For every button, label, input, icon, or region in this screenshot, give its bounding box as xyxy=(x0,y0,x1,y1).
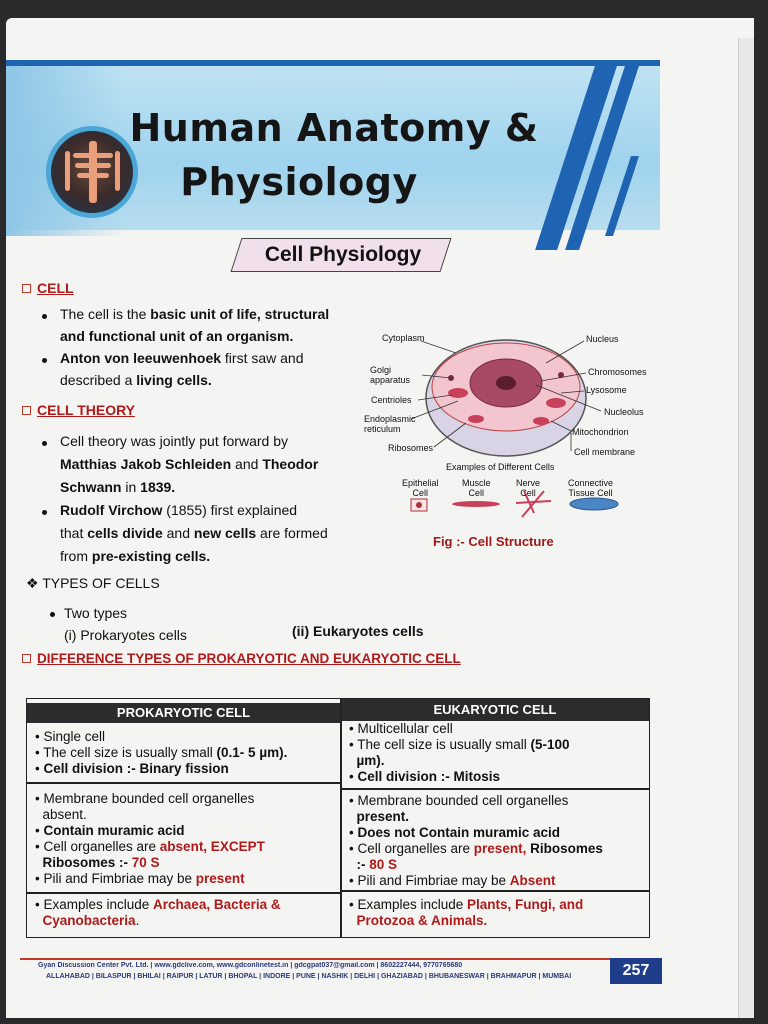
bullet-icon xyxy=(42,314,47,319)
theory-bullet-2: Rudolf Virchow (1855) first explained that cells divide and new cells are formed from pre-existing cells. xyxy=(60,502,328,564)
eukaryotes-label: (ii) Eukaryotes cells xyxy=(292,623,424,639)
cell-structure-figure xyxy=(356,323,656,563)
label-golgi: Golgi apparatus xyxy=(370,365,411,385)
section-title: Cell Physiology xyxy=(218,236,468,276)
footer-cities: ALLAHABAD | BILASPUR | BHILAI | RAIPUR | LATUR | BHOPAL | INDORE | PUNE | NASHIK | DELHI | GHAZIABAD | BHUBANESWAR | BRAHMAPUR | MUMBAI xyxy=(46,973,572,980)
label-centrioles: Centrioles xyxy=(371,395,412,405)
label-cell-membrane: Cell membrane xyxy=(574,447,636,457)
figure-caption: Fig :- Cell Structure xyxy=(433,534,554,549)
page-number: 257 xyxy=(610,958,662,984)
cell-bullet-1: The cell is the basic unit of life, structural and functional unit of an organism. xyxy=(60,306,330,344)
table-cell-euk-1: • Multicellular cell • The cell size is usually small (5-100 µm). • Cell division :- Mitosis xyxy=(349,721,570,784)
page-edge xyxy=(738,38,754,1018)
label-nucleus: Nucleus xyxy=(586,334,619,344)
label-endoplasmic-reticulum: Endoplasmic reticulum xyxy=(364,414,416,434)
label-mitochondrion: Mitochondrion xyxy=(572,427,629,437)
label-epithelial-cell: Epithelial Cell xyxy=(402,478,439,498)
diamond-bullet-icon: ❖ xyxy=(26,575,39,591)
bullet-icon xyxy=(42,441,47,446)
footer-divider xyxy=(20,958,610,960)
table-header-prokaryotic: PROKARYOTIC CELL xyxy=(27,703,340,723)
heading-cell-theory: CELL THEORY xyxy=(22,402,135,418)
page-title-line1: Human Anatomy & xyxy=(129,106,539,150)
checkbox-icon xyxy=(22,284,31,293)
cell-bullet-2: Anton von leeuwenhoek first saw and described a living cells. xyxy=(60,350,304,388)
label-muscle-cell: Muscle Cell xyxy=(462,478,491,498)
bullet-icon xyxy=(50,612,55,617)
table-header-eukaryotic: EUKARYOTIC CELL xyxy=(341,699,649,721)
bullet-icon xyxy=(42,510,47,515)
table-cell-pro-3: • Examples include Archaea, Bacteria & Cyanobacteria. xyxy=(35,897,281,928)
label-chromosomes: Chromosomes xyxy=(588,367,647,377)
checkbox-icon xyxy=(22,406,31,415)
label-nucleolus: Nucleolus xyxy=(604,407,644,417)
label-examples: Examples of Different Cells xyxy=(446,462,555,472)
label-nerve-cell: Nerve Cell xyxy=(516,478,541,498)
label-ribosomes: Ribosomes xyxy=(388,443,434,453)
table-cell-pro-2: • Membrane bounded cell organelles absent. • Contain muramic acid • Cell organelles are absent, EXCEPT Ribosomes :- 70 S • Pili and Fimbriae may be present xyxy=(35,791,265,886)
heading-types-of-cells: ❖ TYPES OF CELLS xyxy=(26,575,160,591)
theory-bullet-1: Cell theory was jointly put forward by Matthias Jakob Schleiden and Theodor Schwann in 1839. xyxy=(60,433,319,495)
checkbox-icon xyxy=(22,654,31,663)
heading-difference: DIFFERENCE TYPES OF PROKARYOTIC AND EUKARYOTIC CELL xyxy=(22,651,461,666)
table-cell-pro-1: • Single cell • The cell size is usually small (0.1- 5 µm). • Cell division :- Binary fission xyxy=(35,729,288,776)
label-connective-cell: Connective Tissue Cell xyxy=(568,478,614,498)
bullet-icon xyxy=(42,358,47,363)
table-cell-euk-2: • Membrane bounded cell organelles present. • Does not Contain muramic acid • Cell organelles are present, Ribosomes :- 80 S • Pili and Fimbriae may be Absent xyxy=(349,793,603,888)
banner-stripe xyxy=(605,156,639,236)
types-bullet: Two types xyxy=(64,605,128,621)
document-page xyxy=(6,18,754,1018)
table-cell-euk-3: • Examples include Plants, Fungi, and Protozoa & Animals. xyxy=(349,897,584,928)
title-banner xyxy=(6,60,660,230)
prokaryotes-label: (i) Prokaryotes cells xyxy=(64,627,187,643)
heading-cell: CELL xyxy=(22,280,74,296)
label-cytoplasm: Cytoplasm xyxy=(382,333,425,343)
label-lysosome: Lysosome xyxy=(586,385,627,395)
footer-contact: Gyan Discussion Center Pvt. Ltd. | www.gdclive.com, www.gdconlinetest.in | gdcgpat037@gmail.com | 8602227444, 9770765680 xyxy=(38,962,463,969)
comparison-table xyxy=(26,698,650,938)
page-title-line2: Physiology xyxy=(180,160,418,204)
